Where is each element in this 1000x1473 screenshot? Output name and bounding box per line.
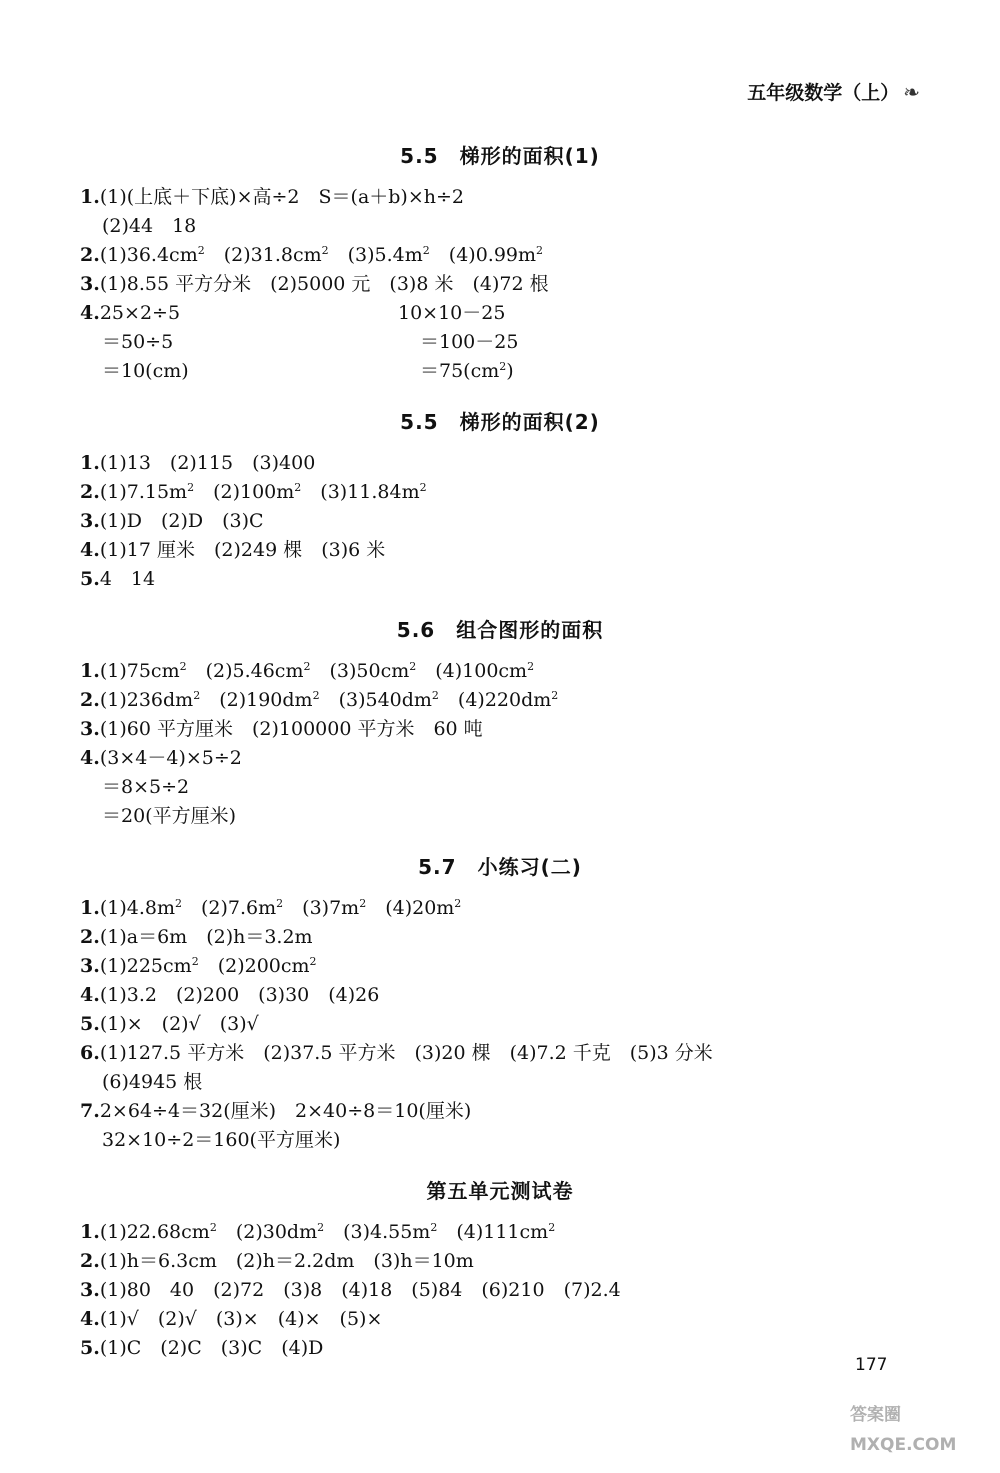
header-title: 五年级数学（上） [747,82,900,104]
answer-line: $2.(1)236dm^2$ $(2)190dm^2$ $(3)540dm^2$ $(4)220dm^2$ [80,689,559,711]
answer-line: 4.(1)3.2 (2)200 (3)30 (4)26 [80,984,380,1006]
answer-line: 1.(1)(上底＋下底)×高÷2 S＝(a＋b)×h÷2 [80,186,465,208]
answer-line: ＝10(cm) $=75(cm^2)$ [102,360,514,382]
answer-line: $2.(1)7.15m^2$ $(2)100m^2$ $(3)11.84m^2$ [80,481,427,503]
decoration-icon: ❧ [903,79,920,104]
answer-line: 6.(1)127.5 平方米 (2)37.5 平方米 (3)20 棵 (4)7.2 千克 (5)3 分米 [80,1042,713,1064]
section-title: 5.6 组合图形的面积 [396,618,604,642]
answer-content [80,130,920,1363]
section-title: 第五单元测试卷 [426,1179,574,1203]
answer-line: $1.(1)22.68cm^2$ $(2)30dm^2$ $(3)4.55m^2$ $(4)111cm^2$ [80,1221,556,1243]
answer-line: 3.(1)D (2)D (3)C [80,510,264,532]
answer-line: 5.(1)× (2)√ (3)√ [80,1013,259,1035]
answer-line: 4.(3×4－4)×5÷2 [80,747,242,769]
answer-line: 5.4 14 [80,568,156,590]
answer-line: 32×10÷2＝160(平方厘米) [102,1129,341,1151]
answer-line: ＝20(平方厘米) [102,805,237,827]
answer-line: $3.(1)225cm^2$ $(2)200cm^2$ [80,955,317,977]
section-title: 5.7 小练习(二) [418,855,582,879]
answer-line: 2.(1)a＝6m (2)h＝3.2m [80,926,313,948]
answer-line: 3.(1)60 平方厘米 (2)100000 平方米 60 吨 [80,718,483,740]
answer-line: 3.(1)8.55 平方分米 (2)5000 元 (3)8 米 (4)72 根 [80,273,549,295]
answer-line: $1.(1)4.8m^2$ $(2)7.6m^2$ $(3)7m^2$ $(4)20m^2$ [80,897,462,919]
answer-line: 4.25×2÷5 10×10－25 [80,302,506,324]
answer-line: 5.(1)C (2)C (3)C (4)D [80,1337,324,1359]
answer-line: 2.(1)h＝6.3cm (2)h＝2.2dm (3)h＝10m [80,1250,474,1272]
answer-line: $2.(1)36.4cm^2$ $(2)31.8cm^2$ $(3)5.4m^2$ $(4)0.99m^2$ [80,244,544,266]
answer-line: 7.2×64÷4＝32(厘米) 2×40÷8＝10(厘米) [80,1100,472,1122]
answer-line: (6)4945 根 [102,1071,203,1093]
answer-line: 1.(1)13 (2)115 (3)400 [80,452,316,474]
answer-line: 3.(1)80 40 (2)72 (3)8 (4)18 (5)84 (6)210 (7)2.4 [80,1279,621,1301]
watermark [850,1400,956,1460]
watermark-en: MXQE.COM [850,1435,957,1455]
page-header [747,78,920,105]
page-number: 177 [855,1355,888,1375]
answer-line: 4.(1)17 厘米 (2)249 棵 (3)6 米 [80,539,386,561]
section-title: 5.5 梯形的面积(1) [400,144,600,168]
answer-line: 4.(1)√ (2)√ (3)× (4)× (5)× [80,1308,383,1330]
section-title: 5.5 梯形的面积(2) [400,410,600,434]
answer-line: ＝50÷5 ＝100－25 [102,331,519,353]
watermark-cn: 答案圈 [850,1405,901,1425]
answer-line: $1.(1)75cm^2$ $(2)5.46cm^2$ $(3)50cm^2$ $(4)100cm^2$ [80,660,535,682]
answer-line: (2)44 18 [102,215,197,237]
answer-line: ＝8×5÷2 [102,776,190,798]
